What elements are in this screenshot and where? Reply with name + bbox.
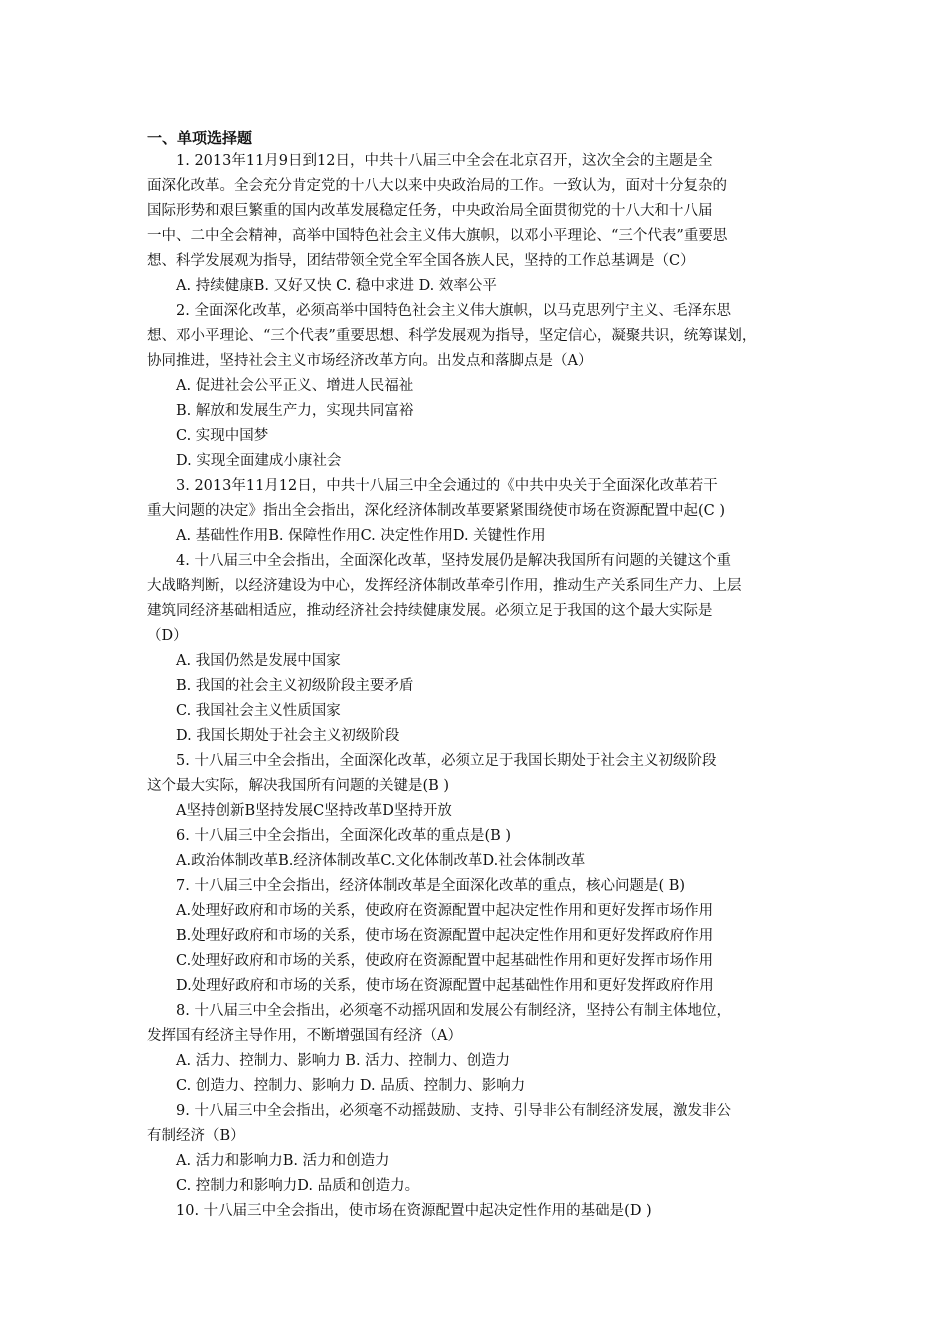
option-line: C. 实现中国梦 — [176, 428, 269, 444]
section-heading: 一、单项选择题 — [147, 129, 253, 147]
option-line: C.处理好政府和市场的关系，使政府在资源配置中起基础性作用和更好发挥市场作用 — [176, 953, 714, 969]
text-line: 面深化改革。全会充分肯定党的十八大以来中央政治局的工作。一致认为，面对十分复杂的 — [147, 178, 727, 194]
option-line: C. 我国社会主义性质国家 — [176, 703, 341, 719]
option-line: A. 活力和影响力B. 活力和创造力 — [176, 1153, 390, 1169]
option-line: A. 我国仍然是发展中国家 — [176, 653, 341, 669]
option-line: B. 我国的社会主义初级阶段主要矛盾 — [176, 678, 414, 694]
option-line: A.政治体制改革B.经济体制改革C.文化体制改革D.社会体制改革 — [176, 853, 586, 869]
text-line: 4. 十八届三中全会指出，全面深化改革，坚持发展仍是解决我国所有问题的关键这个重 — [176, 553, 731, 569]
text-line: 这个最大实际，解决我国所有问题的关键是(B ) — [147, 778, 450, 794]
text-line: 重大问题的决定》指出全会指出，深化经济体制改革要紧紧围绕使市场在资源配置中起(C ) — [147, 503, 726, 519]
text-line: 3. 2013年11月12日，中共十八届三中全会通过的《中共中央关于全面深化改革若干 — [176, 478, 718, 494]
text-line: 2. 全面深化改革，必须高举中国特色社会主义伟大旗帜，以马克思列宁主义、毛泽东思 — [176, 303, 731, 319]
text-line: 10. 十八届三中全会指出，使市场在资源配置中起决定性作用的基础是(D ) — [176, 1203, 652, 1219]
option-line: A. 活力、控制力、影响力 B. 活力、控制力、创造力 — [176, 1053, 511, 1069]
option-line: A坚持创新B坚持发展C坚持改革D坚持开放 — [176, 803, 452, 819]
text-line: 6. 十八届三中全会指出，全面深化改革的重点是(B ) — [176, 828, 512, 844]
option-line: D.处理好政府和市场的关系，使市场在资源配置中起基础性作用和更好发挥政府作用 — [176, 978, 714, 994]
text-line: 建筑同经济基础相适应，推动经济社会持续健康发展。必须立足于我国的这个最大实际是 — [147, 603, 713, 619]
text-line: 国际形势和艰巨繁重的国内改革发展稳定任务，中央政治局全面贯彻党的十八大和十八届 — [147, 203, 713, 219]
option-line: B. 解放和发展生产力，实现共同富裕 — [176, 403, 414, 419]
text-line: 9. 十八届三中全会指出，必须毫不动摇鼓励、支持、引导非公有制经济发展，激发非公 — [176, 1103, 731, 1119]
text-line: （D） — [147, 628, 188, 644]
text-line: 发挥国有经济主导作用，不断增强国有经济（A） — [147, 1028, 462, 1044]
option-line: C. 创造力、控制力、影响力 D. 品质、控制力、影响力 — [176, 1078, 526, 1094]
option-line: C. 控制力和影响力D. 品质和创造力。 — [176, 1178, 420, 1194]
option-line: B.处理好政府和市场的关系，使市场在资源配置中起决定性作用和更好发挥政府作用 — [176, 928, 714, 944]
text-line: 大战略判断，以经济建设为中心，发挥经济体制改革牵引作用，推动生产关系同生产力、上层 — [147, 578, 742, 594]
text-line: 7. 十八届三中全会指出，经济体制改革是全面深化改革的重点，核心问题是( B) — [176, 878, 686, 894]
text-line: 想、科学发展观为指导，团结带领全党全军全国各族人民，坚持的工作总基调是（C） — [147, 253, 695, 269]
text-line: 协同推进，坚持社会主义市场经济改革方向。出发点和落脚点是（A） — [147, 353, 593, 369]
option-line: A. 持续健康B. 又好又快 C. 稳中求进 D. 效率公平 — [176, 278, 497, 294]
option-line: D. 实现全面建成小康社会 — [176, 453, 342, 469]
text-line: 一中、二中全会精神，高举中国特色社会主义伟大旗帜，以邓小平理论、“三个代表”重要思 — [147, 228, 728, 244]
document-page — [147, 127, 827, 1224]
option-line: A.处理好政府和市场的关系，使政府在资源配置中起决定性作用和更好发挥市场作用 — [176, 903, 714, 919]
text-line: 想、邓小平理论、“三个代表”重要思想、科学发展观为指导，坚定信心，凝聚共识，统筹谋划， — [147, 328, 757, 344]
text-line: 有制经济（B） — [147, 1128, 245, 1144]
option-line: A. 基础性作用B. 保障性作用C. 决定性作用D. 关键性作用 — [176, 528, 546, 544]
text-line: 1. 2013年11月9日到12日，中共十八届三中全会在北京召开，这次全会的主题是全 — [176, 153, 713, 169]
text-line: 8. 十八届三中全会指出，必须毫不动摇巩固和发展公有制经济，坚持公有制主体地位， — [176, 1003, 731, 1019]
option-line: D. 我国长期处于社会主义初级阶段 — [176, 728, 400, 744]
text-line: 5. 十八届三中全会指出，全面深化改革，必须立足于我国长期处于社会主义初级阶段 — [176, 753, 717, 769]
option-line: A. 促进社会公平正义、增进人民福祉 — [176, 378, 414, 394]
